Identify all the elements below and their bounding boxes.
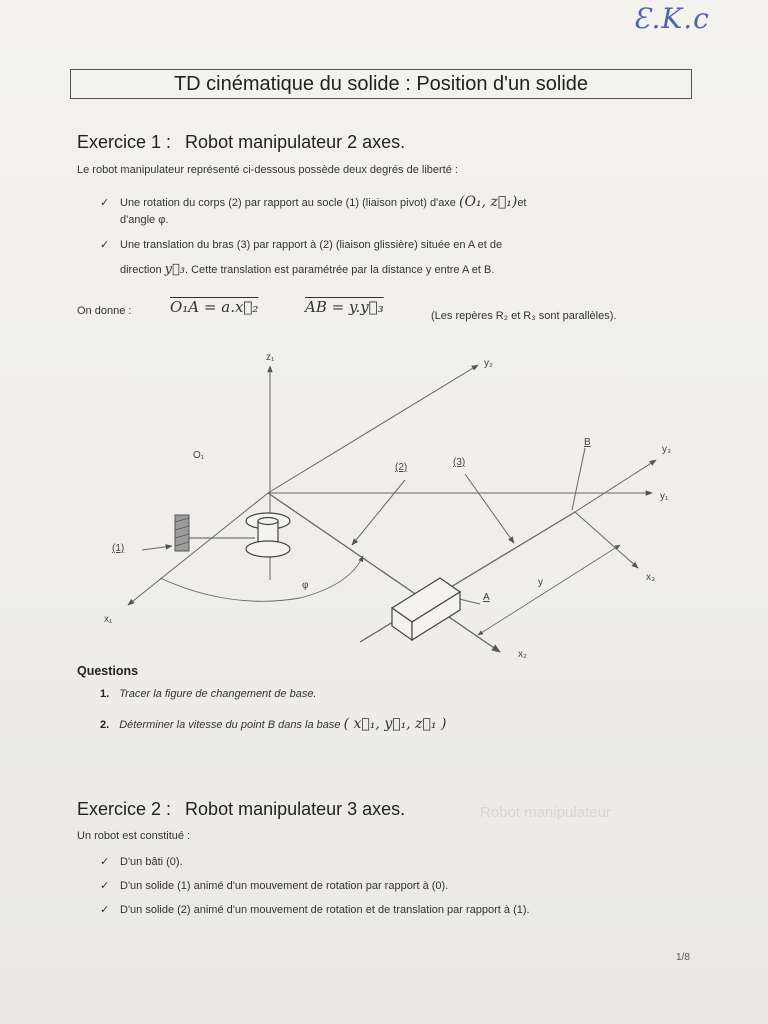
exercise1-heading: [77, 132, 405, 153]
label-y2: y₂: [484, 358, 493, 369]
question-1: 1. Tracer la figure de changement de base.: [100, 688, 317, 700]
label-x1: x₁: [104, 614, 113, 625]
label-part-2: (2): [395, 462, 408, 473]
given-equation-1: O₁A = a.x⃗₂: [170, 298, 259, 316]
exercise1-bullet1-line2: d'angle φ.: [120, 214, 169, 226]
leader-1: [142, 546, 172, 550]
exercise2-bullet-1: ✓ D'un bâti (0).: [100, 856, 183, 868]
label-z1: z₁: [266, 352, 275, 363]
b-leader: [572, 448, 585, 510]
given-label: On donne :: [77, 305, 132, 317]
leader-3: [465, 474, 514, 543]
y2-axis: [268, 365, 478, 493]
exercise1-number: Exercice 1 :: [77, 132, 172, 152]
exercise2-number: Exercice 2 :: [77, 799, 172, 819]
phi-arc: [160, 556, 363, 601]
label-y3: y₃: [662, 444, 672, 455]
label-phi: φ: [302, 580, 309, 591]
bleed-through-text: Robot manipulateur: [480, 804, 611, 821]
given-note: (Les repères R₂ et R₃ sont parallèles).: [431, 310, 617, 322]
label-o1: O₁: [193, 450, 205, 461]
handwritten-initials: Ɛ.K.c: [633, 2, 710, 35]
exercise1-intro: Le robot manipulateur représenté ci-dessous possède deux degrés de liberté :: [77, 164, 458, 176]
exercise1-title: Robot manipulateur 2 axes.: [185, 132, 406, 152]
checkmark-icon: ✓: [100, 904, 110, 916]
checkmark-icon: ✓: [100, 239, 110, 251]
exercise2-intro: Un robot est constitué :: [77, 830, 191, 842]
label-y1: y₁: [660, 491, 669, 502]
label-part-1: (1): [112, 543, 125, 554]
bullet2-direction: y⃗₃: [164, 262, 185, 277]
bullet1-axis: (O₁, z⃗₁): [459, 194, 518, 210]
y3-axis: [575, 460, 656, 512]
exercise1-bullet1-line1: ✓ Une rotation du corps (2) par rapport au socle (1) (liaison pivot) d'axe (O₁, z⃗₁)et: [100, 194, 527, 210]
leader-2: [352, 480, 405, 545]
given-equation-2: AB = y.y⃗₃: [305, 298, 384, 316]
question-2-base: ( x⃗₁, y⃗₁, z⃗₁ ): [343, 716, 447, 732]
exercise2-bullet-3: ✓ D'un solide (2) animé d'un mouvement de rotation et de translation par rapport à (1).: [100, 904, 530, 916]
questions-heading: Questions: [77, 664, 139, 678]
x3-axis: [575, 512, 638, 568]
page-number: 1/8: [676, 952, 690, 963]
exercise2-heading: [77, 799, 405, 820]
question-2: 2. Déterminer la vitesse du point B dans la base ( x⃗₁, y⃗₁, z⃗₁ ): [100, 716, 447, 732]
robot-kinematic-figure: [95, 345, 695, 665]
label-a: A: [483, 592, 490, 603]
exercise1-bullet2-line2: direction y⃗₃. Cette translation est paramétrée par la distance y entre A et B.: [120, 262, 495, 277]
checkmark-icon: ✓: [100, 197, 110, 209]
page-title: TD cinématique du solide : Position d'un solide: [70, 69, 692, 99]
label-x3: x₃: [646, 572, 656, 583]
checkmark-icon: ✓: [100, 880, 110, 892]
checkmark-icon: ✓: [100, 856, 110, 868]
exercise2-bullet-2: ✓ D'un solide (1) animé d'un mouvement de rotation par rapport à (0).: [100, 880, 449, 892]
exercise1-bullet2-line1: ✓ Une translation du bras (3) par rapport à (2) (liaison glissière) située en A et de: [100, 239, 503, 251]
label-y-distance: y: [538, 577, 543, 588]
label-b: B: [584, 437, 591, 448]
label-part-3: (3): [453, 457, 466, 468]
label-x2: x₂: [518, 649, 527, 660]
exercise2-title: Robot manipulateur 3 axes.: [185, 799, 406, 819]
